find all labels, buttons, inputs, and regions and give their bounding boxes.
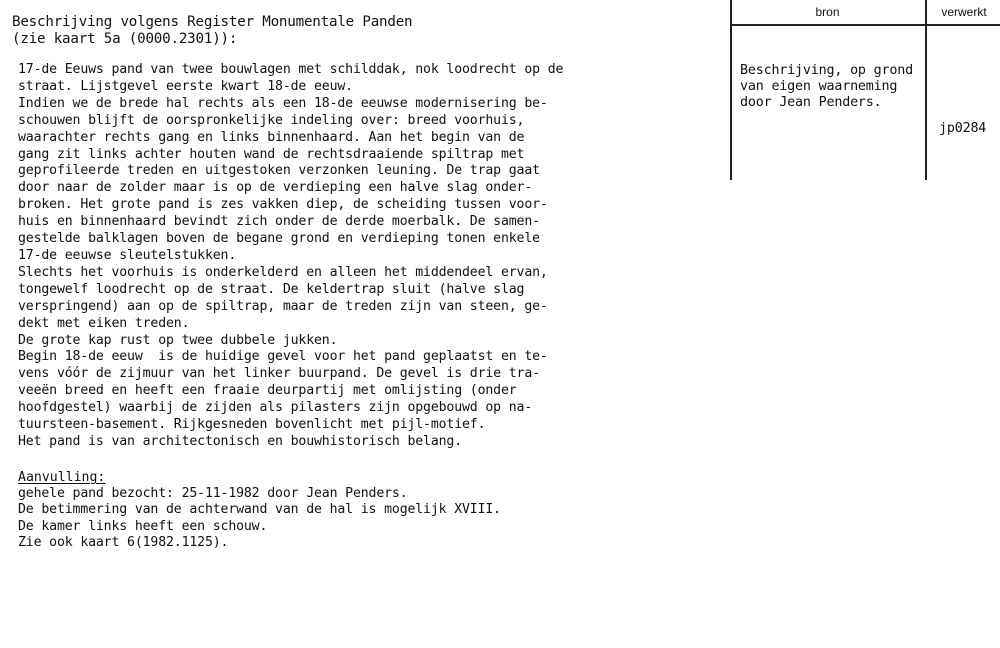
description-line: hoofdgestel) waarbij de zijden als pilasters zijn opgebouwd op na- [18, 400, 533, 416]
table-left-border [730, 0, 732, 180]
description-line: gestelde balklagen boven de begane grond en verdieping tonen enkele [18, 231, 540, 247]
bron-cell [740, 63, 925, 112]
aanvulling-heading: Aanvulling: [18, 470, 106, 485]
column-header-bron: bron [815, 5, 840, 19]
bron-line: van eigen waarneming [740, 79, 898, 95]
aanvulling-line: De kamer links heeft een schouw. [18, 518, 268, 534]
description-line: gang zit links achter houten wand de rechtsdraaiende spiltrap met [18, 146, 525, 162]
table-header-divider [730, 24, 1000, 26]
description-line: Het pand is van architectonisch en bouwhistorisch belang. [18, 433, 463, 449]
document-header [12, 14, 572, 48]
description-line: vens vóór de zijmuur van het linker buurpand. De gevel is drie tra- [18, 366, 540, 382]
header-reference-line: (zie kaart 5a (0000.2301)): [12, 31, 238, 47]
bron-line: Beschrijving, op grond [740, 63, 913, 78]
table-column-divider [925, 0, 927, 180]
aanvulling-line: Zie ook kaart 6(1982.1125). [18, 535, 229, 551]
description-text [18, 62, 618, 451]
description-line: waarachter rechts gang en links binnenhaard. Aan het begin van de [18, 129, 525, 145]
description-line: dekt met eiken treden. [18, 315, 190, 331]
description-line: huis en binnenhaard bevindt zich onder de derde moerbalk. De samen- [18, 214, 540, 230]
description-line: schouwen blijft de oorspronkelijke indeling over: breed voorhuis, [18, 112, 525, 128]
description-line: verspringend) aan op de spiltrap, maar de treden zijn van steen, ge- [18, 298, 548, 314]
description-line: tuursteen-basement. Rijkgesneden bovenlicht met pijl-motief. [18, 417, 486, 433]
verwerkt-code: jp0284 [939, 121, 987, 136]
aanvulling-section [18, 466, 618, 552]
description-line: Indien we de brede hal rechts als een 18-de eeuwse modernisering be- [18, 95, 548, 111]
aanvulling-line: De betimmering van de achterwand van de hal is mogelijk XVIII. [18, 502, 501, 518]
description-line: straat. Lijstgevel eerste kwart 18-de eeuw. [18, 78, 353, 94]
description-line: door naar de zolder maar is op de verdieping een halve slag onder- [18, 180, 533, 196]
column-header-verwerkt: verwerkt [941, 5, 987, 19]
bron-line: door Jean Penders. [740, 95, 882, 111]
description-line: broken. Het grote pand is zes vakken diep, de scheiding tussen voor- [18, 197, 548, 213]
description-line: tongewelf loodrecht op de straat. De keldertrap sluit (halve slag [18, 281, 525, 297]
header-title-line: Beschrijving volgens Register Monumentale Panden [12, 14, 413, 30]
description-line: Slechts het voorhuis is onderkelderd en alleen het middendeel ervan, [18, 264, 548, 280]
aanvulling-line: gehele pand bezocht: 25-11-1982 door Jean Penders. [18, 486, 408, 501]
description-line: veeën breed en heeft een fraaie deurpartij met omlijsting (onder [18, 383, 517, 399]
description-line: 17-de Eeuws pand van twee bouwlagen met schilddak, nok loodrecht op de [18, 62, 564, 77]
description-line: De grote kap rust op twee dubbele jukken. [18, 332, 338, 348]
description-line: 17-de eeuwse sleutelstukken. [18, 247, 237, 263]
description-line: geprofileerde treden en uitgestoken verzonken leuning. De trap gaat [18, 163, 540, 179]
source-table [730, 0, 1000, 180]
description-line: Begin 18-de eeuw is de huidige gevel voor het pand geplaatst en te- [18, 349, 548, 365]
